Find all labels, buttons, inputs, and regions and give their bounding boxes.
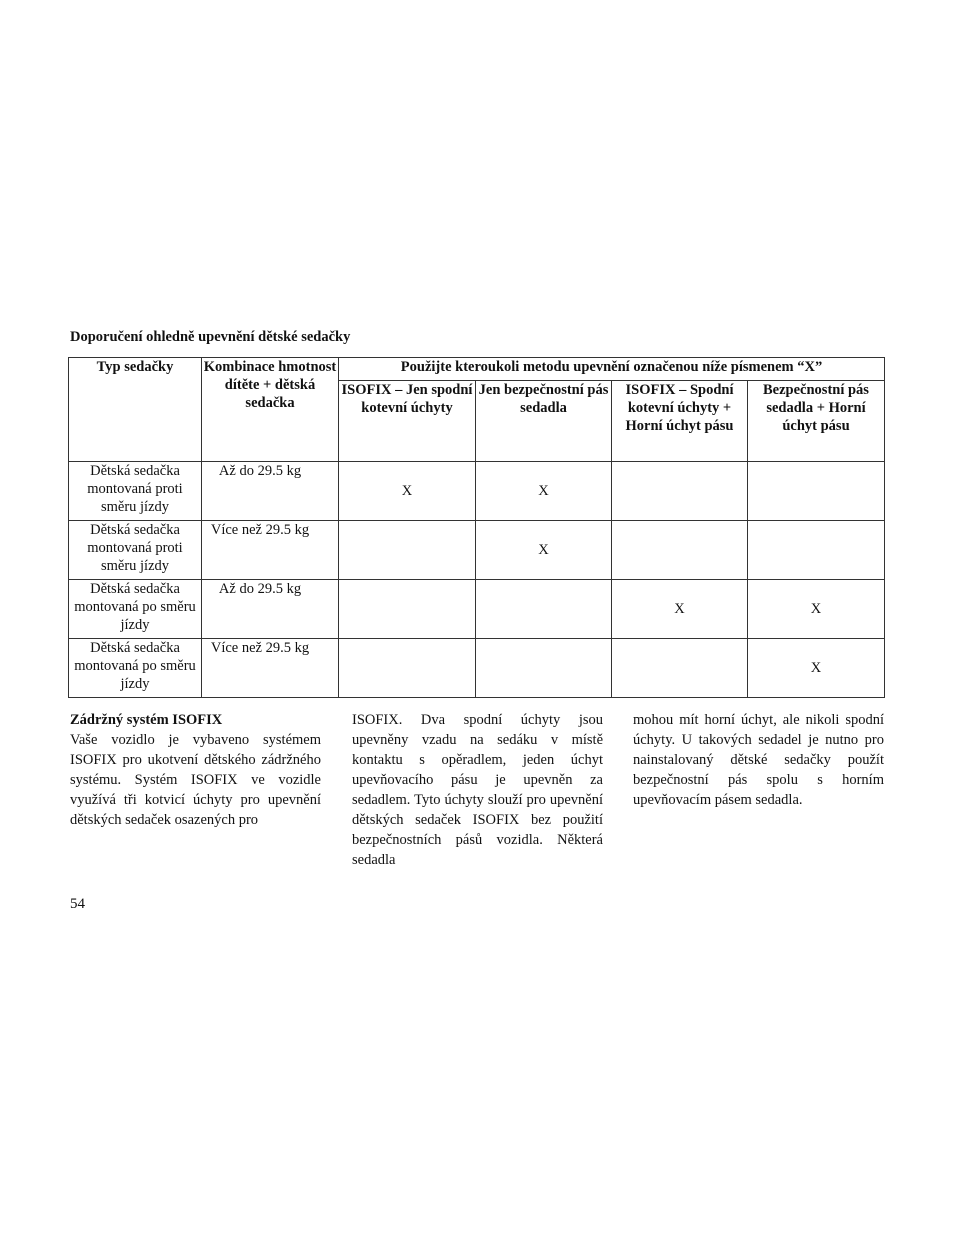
- paragraph-col3: mohou mít horní úchyt, ale nikoli spodní úchyty. U takových sedadel je nutno pro nainstalovaný dětské sedačky použít bezpečnostní pás spolu s horním upevňovacím pásem sedadla.: [633, 712, 884, 808]
- header-method-seat-belt: Jen bezpečnostní pás sedadla: [476, 381, 612, 462]
- table-row: [69, 580, 885, 639]
- row-mark: X: [748, 580, 885, 639]
- table-row: [69, 462, 885, 521]
- row-mark: X: [339, 462, 476, 521]
- table-heading: Doporučení ohledně upevnění dětské sedačky: [70, 329, 351, 345]
- header-method-belt-tether: Bezpečnostní pás sedadla + Horní úchyt pásu: [748, 381, 885, 462]
- row-mark: X: [612, 580, 748, 639]
- header-method-isofix-lower: ISOFIX – Jen spodní kotevní úchyty: [339, 381, 476, 462]
- row-mark: [612, 639, 748, 698]
- text-column-3: [633, 710, 884, 810]
- header-methods-title: Použijte kteroukoli metodu upevnění označenou níže písmenem “X”: [339, 358, 885, 381]
- row-mark: [339, 521, 476, 580]
- row-weight: [202, 639, 339, 698]
- row-weight-text: Více než 29.5 kg: [210, 640, 310, 656]
- row-seat-type: Dětská sedačka montovaná po směru jízdy: [69, 639, 202, 698]
- row-mark: X: [476, 462, 612, 521]
- child-seat-recommendation-table: [68, 357, 885, 698]
- text-column-1: [70, 710, 321, 830]
- header-combination: Kombinace hmotnost dítěte + dětská sedačka: [202, 358, 339, 462]
- table-row: [69, 521, 885, 580]
- row-weight: [202, 462, 339, 521]
- row-mark: [476, 639, 612, 698]
- row-weight-text: Až do 29.5 kg: [218, 463, 302, 479]
- row-mark: [612, 462, 748, 521]
- text-column-2: [352, 710, 603, 870]
- row-mark: [339, 639, 476, 698]
- paragraph-col2: ISOFIX. Dva spodní úchyty jsou upevněny vzadu na sedáku v místě kontaktu s opěradlem, jeden úchyt upevňovacího pásu je upevněn za sedadlem. Tyto úchyty slouží pro upevnění dětských sedaček ISOFIX bez použití bezpečnostních pásů vozidla. Některá sedadla: [352, 712, 603, 868]
- row-weight-text: Až do 29.5 kg: [218, 581, 302, 597]
- row-weight-text: Více než 29.5 kg: [210, 522, 310, 538]
- paragraph-col1: Vaše vozidlo je vybaveno systémem ISOFIX pro ukotvení dětského zádržného systému. Systém ISOFIX ve vozidle využívá tři kotvicí úchyty pro upevnění dětských sedaček osazených pro: [70, 732, 321, 828]
- row-seat-type: Dětská sedačka montovaná proti směru jízdy: [69, 462, 202, 521]
- row-seat-type: Dětská sedačka montovaná po směru jízdy: [69, 580, 202, 639]
- row-mark: [476, 580, 612, 639]
- row-weight: [202, 580, 339, 639]
- row-mark: X: [476, 521, 612, 580]
- row-mark: [339, 580, 476, 639]
- row-mark: [748, 462, 885, 521]
- header-seat-type: Typ sedačky: [69, 358, 202, 462]
- row-seat-type: Dětská sedačka montovaná proti směru jízdy: [69, 521, 202, 580]
- table-row: [69, 639, 885, 698]
- page-number: 54: [70, 896, 85, 912]
- row-mark: [748, 521, 885, 580]
- row-mark: [612, 521, 748, 580]
- row-mark: X: [748, 639, 885, 698]
- header-method-isofix-tether: ISOFIX – Spodní kotevní úchyty + Horní úchyt pásu: [612, 381, 748, 462]
- row-weight: [202, 521, 339, 580]
- section-title: Zádržný systém ISOFIX: [70, 712, 223, 728]
